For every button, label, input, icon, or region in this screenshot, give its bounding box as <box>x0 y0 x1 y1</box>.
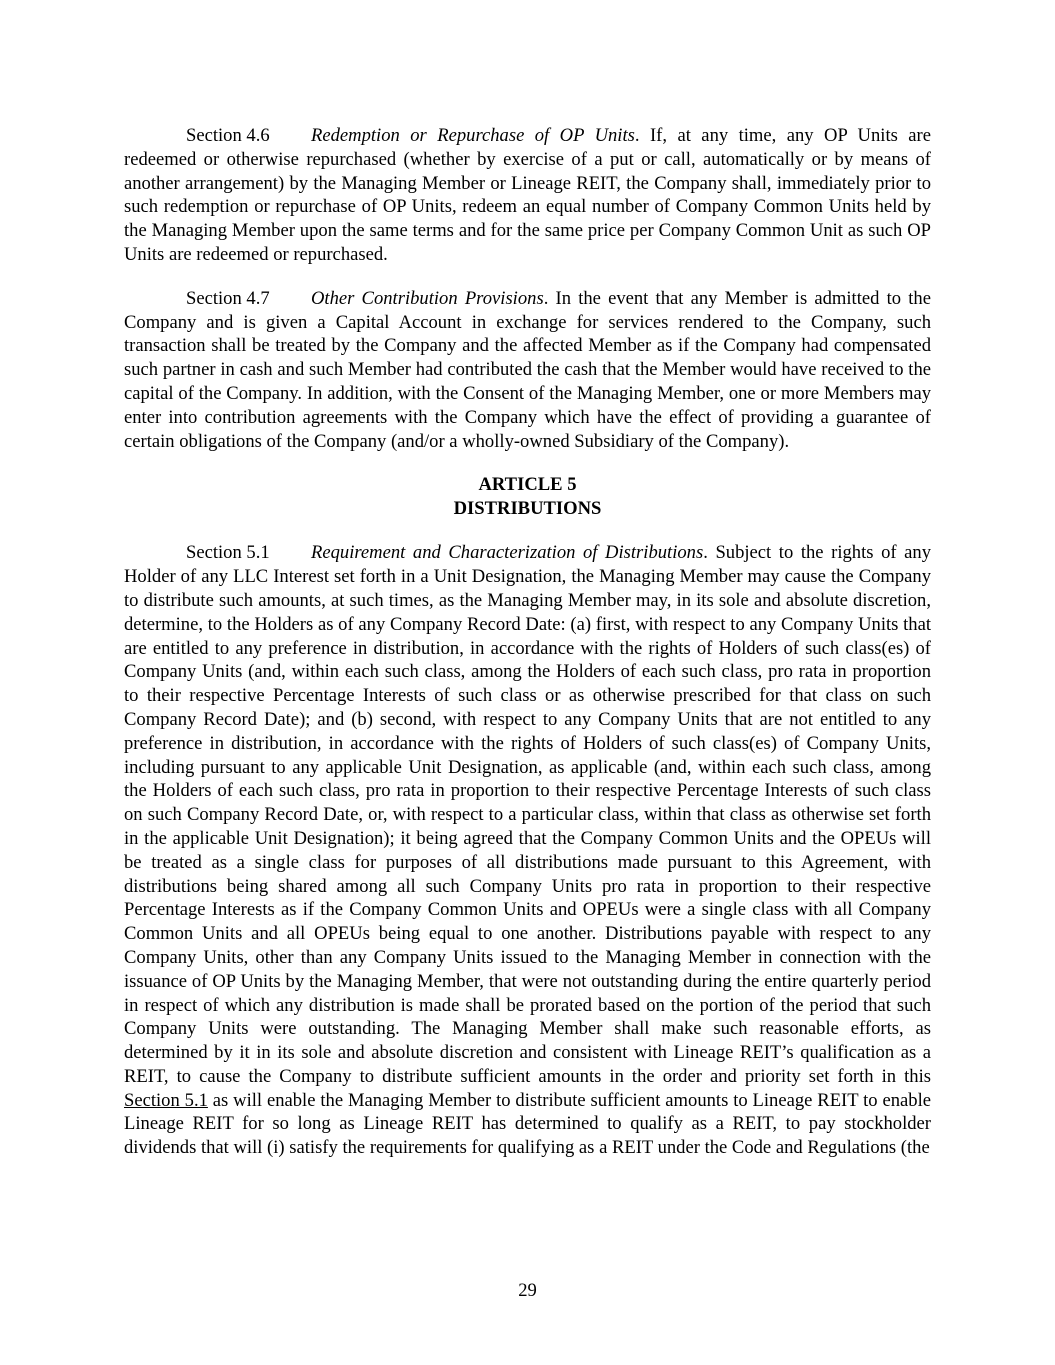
section-body: . In the event that any Member is admitted to the Company and is given a Capital Account in exchange for services rendered to the Company, such transaction shall be treated by the Company and the affected Member as if the Company had compensated such partner in cash and such Member had contributed the cash that the Member would have received to the capital of the Company. In addition, with the Consent of the Managing Member, one or more Members may enter into contribution agreements with the Company which have the effect of providing a guarantee of certain obligations of the Company (and/or a wholly-owned Subsidiary of the Company). <box>124 287 931 452</box>
section-number: Section 5.1 <box>186 542 270 564</box>
article-heading: ARTICLE 5 <box>478 474 577 496</box>
section-4-6-paragraph <box>124 124 931 267</box>
section-cross-reference-link[interactable]: Section 5.1 <box>124 1089 208 1111</box>
section-body-continued: as will enable the Managing Member to distribute sufficient amounts to Lineage REIT to enable Lineage REIT for so long as Lineage REIT has determined to qualify as a REIT, to pay stockholder dividends that will (i) satisfy the requirements for qualifying as a REIT under the Code and Regulations (the <box>124 1089 931 1159</box>
page-number: 29 <box>518 1280 537 1301</box>
section-title: Redemption or Repurchase of OP Units <box>311 125 635 146</box>
section-body: . Subject to the rights of any Holder of any LLC Interest set forth in a Unit Designation, the Managing Member may cause the Company to distribute such amounts, at such times, as the Managing Member may, in its sole and absolute discretion, determine, to the Holders as of any Company Record Date: (a) first, with respect to any Company Units that are entitled to any preference in distribution, in accordance with the rights of Holders of such class(es) of Company Units (and, within each such class, among the Holders of each such class, pro rata in proportion to their respective Percentage Interests of such class or as otherwise prescribed for that class on such Company Record Date); and (b) second, with respect to any Company Units that are not entitled to any preference in distribution, in accordance with the rights of Holders of such class(es) of Company Units, including pursuant to any applicable Unit Designation, as applicable (and, within each such class, among the Holders of each such class, pro rata in proportion to their respective Percentage Interests of such class on such Company Record Date, or, with respect to a particular class, within that class as otherwise set forth in the applicable Unit Designation); it being agreed that the Company Common Units and the OPEUs will be treated as a single class for purposes of all distributions made pursuant to this Agreement, with distributions being shared among all such Company Units pro rata in proportion to their respective Percentage Interests as if the Company Common Units and OPEUs were a single class with all Company Common Units and all OPEUs being equal to one another. Distributions payable with respect to any Company Units, other than any Company Units issued to the Managing Member in connection with the issuance of OP Units by the Managing Member, that were not outstanding during the entire quarterly period in respect of which any distribution is made shall be prorated based on the portion of the period that such Company Units were outstanding. The Managing Member shall make such reasonable efforts, as determined by it in its sole and absolute discretion and consistent with Lineage REIT’s qualification as a REIT, to cause the Company to distribute sufficient amounts in the order and priority set forth in this <box>124 542 931 1087</box>
section-number: Section 4.7 <box>186 287 270 309</box>
section-title: Requirement and Characterization of Distributions <box>311 542 704 564</box>
section-body: . If, at any time, any OP Units are redeemed or otherwise repurchased (whether by exercise of a put or call, automatically or by means of another arrangement) by the Managing Member or Lineage REIT, the Company shall, immediately prior to such redemption or repurchase of OP Units, redeem an equal number of Company Common Units held by the Managing Member upon the same terms and for the same price per Company Common Unit as such OP Units are redeemed or repurchased. <box>124 125 931 265</box>
section-5-1-paragraph <box>124 541 931 1160</box>
section-4-7-paragraph <box>124 287 931 454</box>
document-page <box>124 124 931 1160</box>
section-title: Other Contribution Provisions <box>311 287 544 309</box>
section-number: Section 4.6 <box>186 125 270 146</box>
article-subheading: DISTRIBUTIONS <box>453 498 602 520</box>
